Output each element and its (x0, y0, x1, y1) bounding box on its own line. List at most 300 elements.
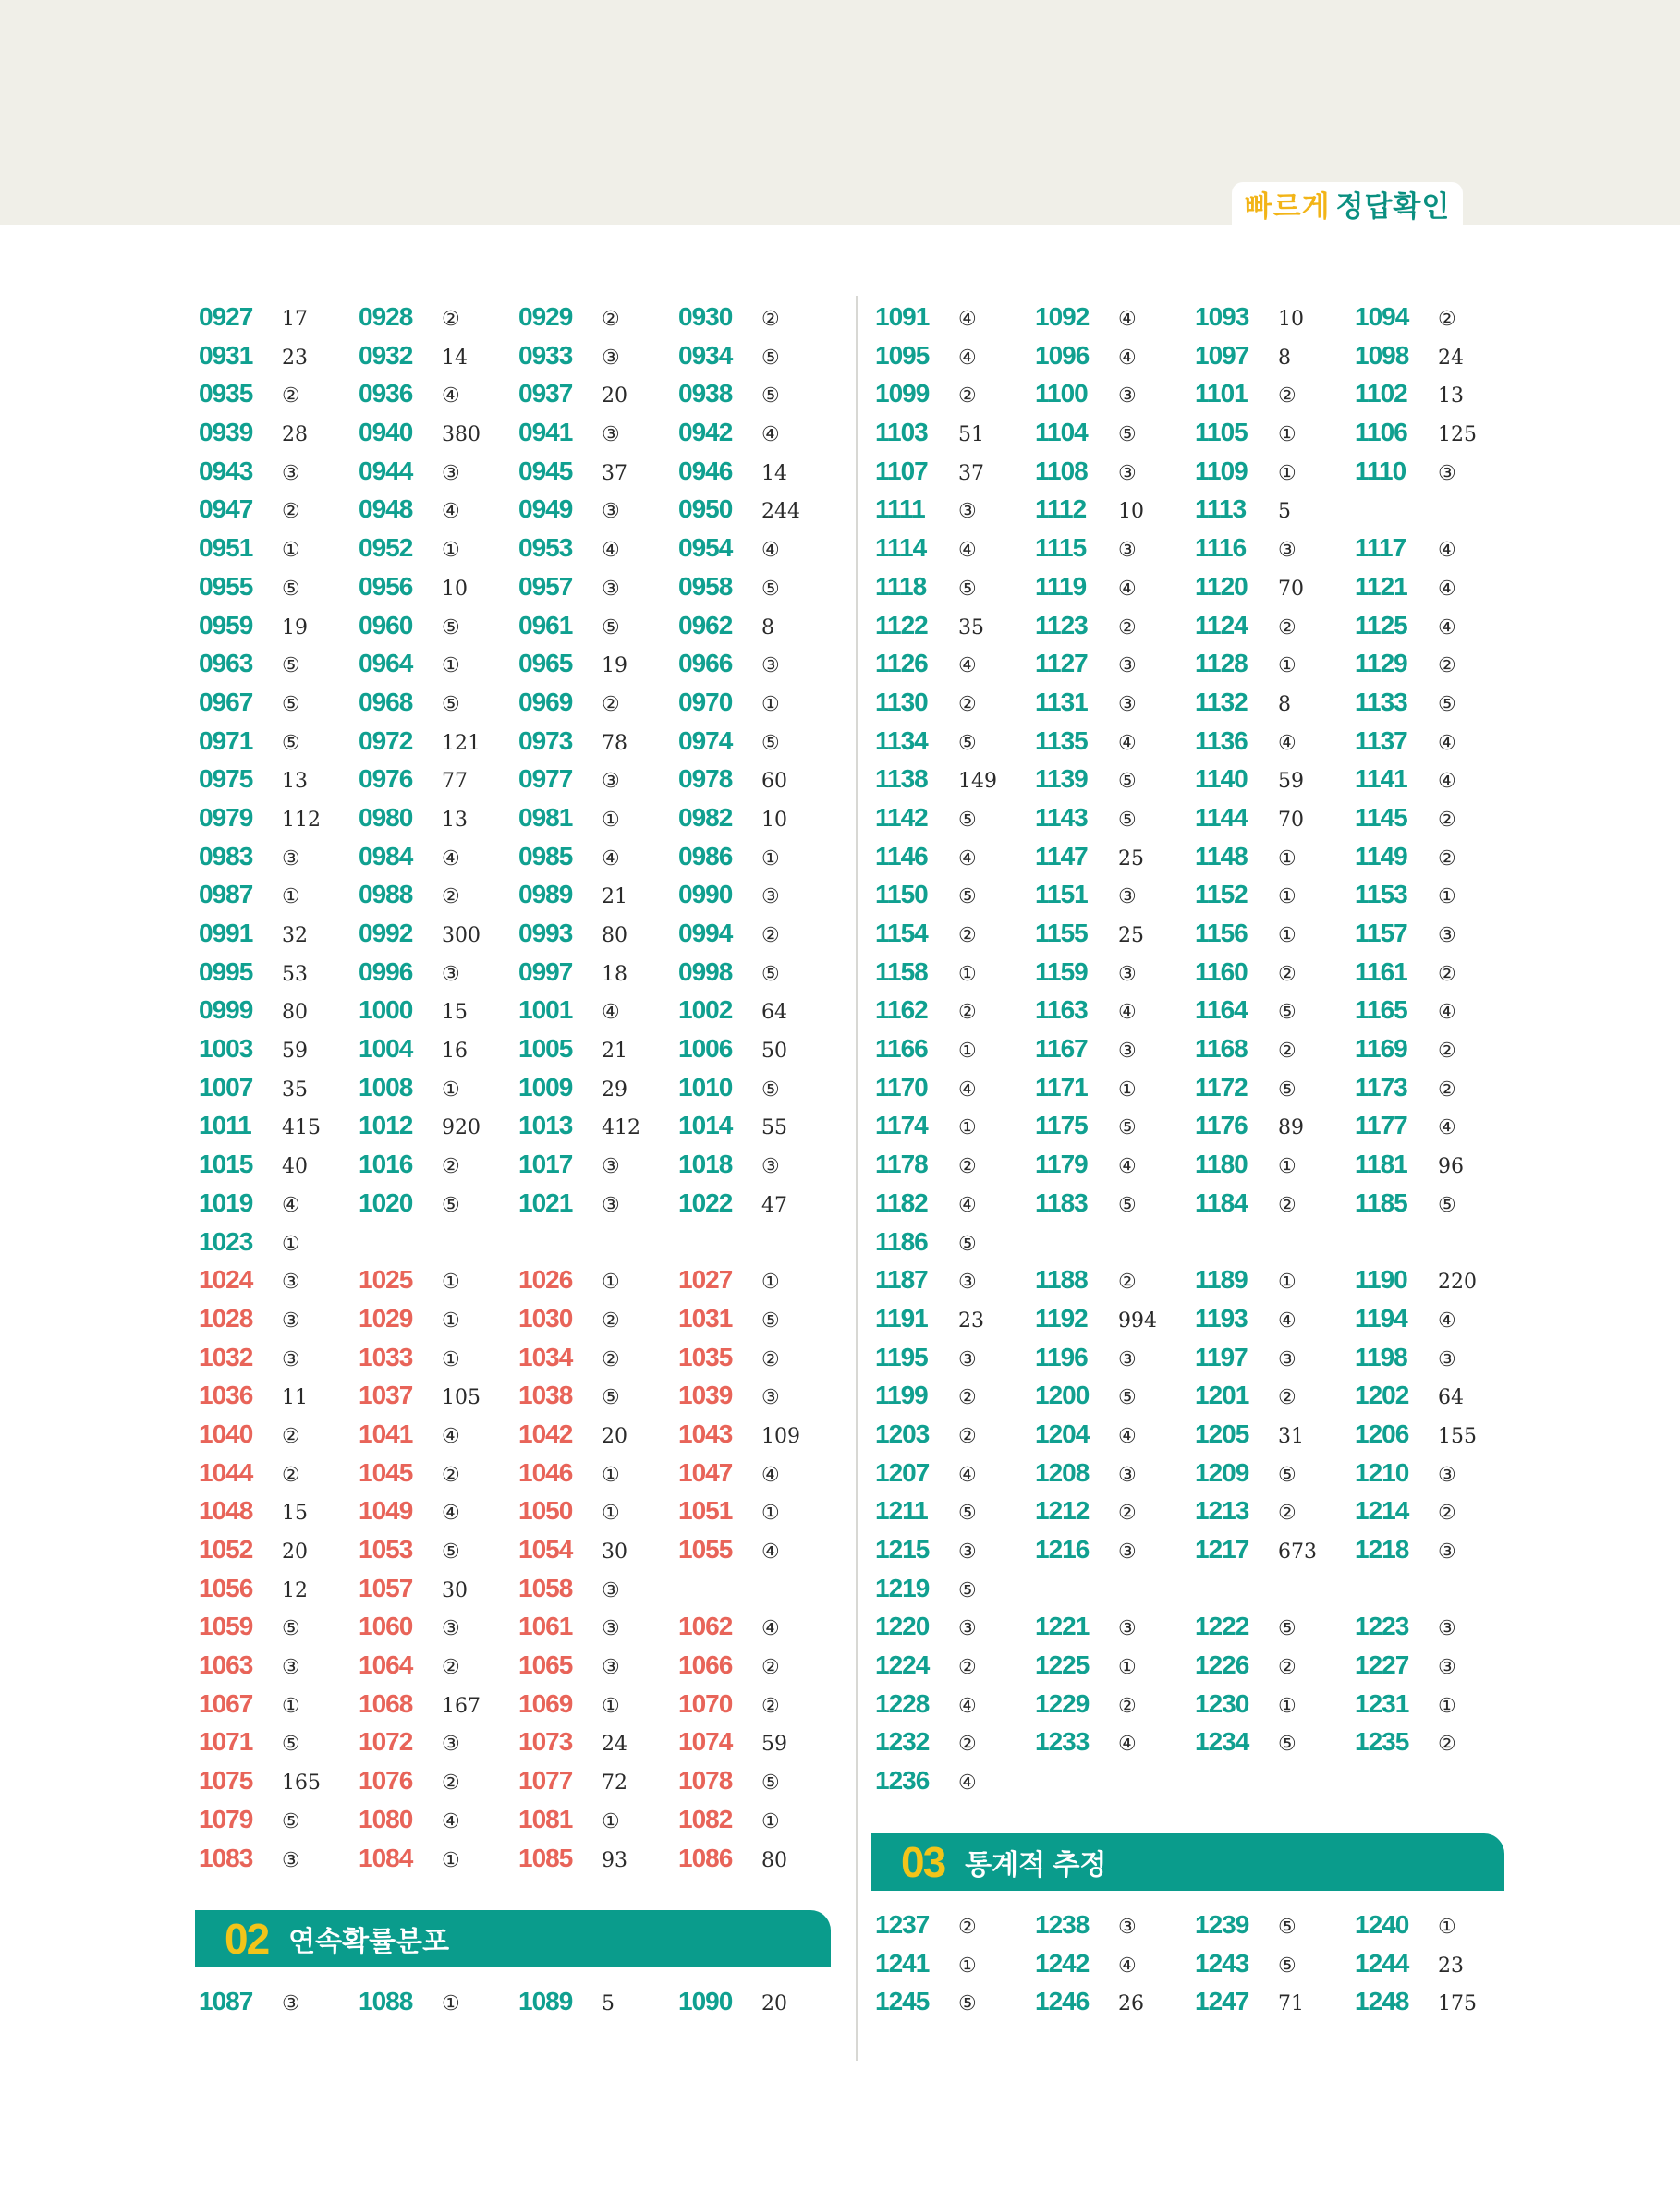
problem-number: 1086 (678, 1843, 733, 1872)
answer-pair (518, 953, 627, 992)
answer-pair (1195, 1260, 1297, 1299)
answer-value: ⑤ (282, 654, 300, 678)
answer-pair (359, 760, 468, 798)
problem-number: 1205 (1195, 1419, 1249, 1448)
answer-row (199, 722, 846, 761)
problem-number: 0945 (518, 456, 573, 485)
problem-number: 1072 (359, 1727, 413, 1757)
answer-value: ② (958, 924, 977, 947)
problem-number: 0968 (359, 687, 413, 716)
answer-value: ③ (602, 1193, 620, 1217)
answer-pair (1195, 1492, 1297, 1530)
answer-value: 17 (282, 308, 308, 331)
answer-row (875, 529, 1522, 567)
problem-number: 1088 (359, 1987, 413, 2016)
answer-pair (1355, 991, 1456, 1029)
answer-pair (678, 1646, 780, 1685)
problem-number: 1017 (518, 1150, 573, 1179)
answer-value: 31 (1278, 1424, 1304, 1448)
problem-number: 1196 (1035, 1342, 1088, 1371)
answer-pair (1355, 760, 1456, 798)
answer-pair (518, 606, 620, 645)
answer-pair (199, 798, 321, 837)
section-title: 연속확률분포 (288, 1927, 450, 1958)
answer-row (875, 1944, 1522, 1983)
problem-number: 0979 (199, 802, 253, 832)
answer-value: ① (1278, 1155, 1297, 1179)
answer-pair (875, 606, 984, 645)
answer-value: ② (1438, 654, 1456, 678)
answer-pair (359, 1260, 460, 1299)
answer-value: 121 (442, 731, 481, 755)
answer-pair (1035, 644, 1137, 683)
answer-value: ① (761, 1809, 780, 1833)
problem-number: 0935 (199, 379, 253, 408)
problem-number: 1166 (875, 1034, 928, 1064)
answer-value: 175 (1438, 1992, 1477, 2016)
problem-number: 1074 (678, 1727, 733, 1757)
problem-number: 0940 (359, 418, 413, 447)
answer-pair (359, 798, 468, 837)
answer-value: 155 (1438, 1424, 1477, 1448)
answer-value: ⑤ (761, 1078, 780, 1102)
answer-pair (199, 336, 308, 375)
answer-value: ⑤ (282, 692, 300, 716)
answer-value: ⑤ (1118, 1386, 1137, 1410)
answer-value: ③ (1118, 539, 1137, 563)
answer-pair (199, 644, 300, 683)
answer-value: ④ (761, 423, 780, 447)
problem-number: 0984 (359, 841, 413, 871)
answer-pair (1035, 1723, 1137, 1761)
problem-number: 1060 (359, 1612, 413, 1641)
answer-pair (1355, 606, 1456, 645)
answer-row (199, 1646, 846, 1685)
answer-value: 21 (602, 1040, 627, 1064)
problem-number: 1005 (518, 1034, 573, 1064)
answer-value: ⑤ (282, 1809, 300, 1833)
problem-number: 0967 (199, 687, 253, 716)
answer-pair (359, 336, 468, 375)
answer-value: ③ (761, 885, 780, 909)
answer-pair (1355, 1106, 1456, 1145)
answer-pair (875, 298, 977, 336)
problem-number: 1092 (1035, 302, 1090, 331)
answer-value: ④ (761, 1540, 780, 1564)
answer-value: ⑤ (1278, 1617, 1297, 1641)
problem-number: 0983 (199, 841, 253, 871)
answer-value: 105 (442, 1386, 481, 1410)
answer-pair (359, 1569, 468, 1608)
answer-pair (1035, 722, 1137, 761)
answer-value: ⑤ (602, 615, 620, 639)
answer-pair (1035, 1184, 1137, 1223)
answer-value: 96 (1438, 1155, 1464, 1179)
answer-pair (875, 336, 977, 375)
answer-pair (518, 722, 627, 761)
answer-value: ④ (602, 846, 620, 871)
answer-pair (518, 1338, 620, 1377)
answer-pair (359, 1106, 481, 1145)
problem-number: 1068 (359, 1688, 413, 1718)
problem-number: 1175 (1035, 1111, 1088, 1140)
problem-number: 1035 (678, 1342, 733, 1371)
answer-value: ③ (602, 1155, 620, 1179)
problem-number: 1164 (1195, 995, 1248, 1025)
header-fast-text: 빠르게 (1244, 189, 1331, 223)
answer-value: ④ (1438, 1001, 1456, 1025)
answer-value: ② (282, 500, 300, 524)
problem-number: 0990 (678, 880, 733, 909)
answer-pair (518, 567, 620, 606)
answer-pair (199, 1569, 308, 1608)
answer-pair (1035, 452, 1137, 491)
problem-number: 1031 (678, 1303, 733, 1333)
answer-pair (199, 529, 300, 567)
answer-pair (518, 1646, 620, 1685)
answer-group (199, 1982, 846, 2021)
answer-pair (875, 529, 977, 567)
answer-row (199, 1260, 846, 1299)
answer-value: ③ (282, 846, 300, 871)
answer-pair (1035, 798, 1137, 837)
problem-number: 1178 (875, 1150, 928, 1179)
answer-value: 16 (442, 1040, 468, 1064)
problem-number: 1208 (1035, 1457, 1090, 1487)
answer-pair (1195, 567, 1304, 606)
answer-pair (1195, 798, 1304, 837)
answer-row (875, 1982, 1522, 2021)
answer-value: ① (602, 1271, 620, 1295)
answer-value: ③ (1118, 692, 1137, 716)
answer-pair (1195, 1723, 1297, 1761)
answer-pair (678, 1607, 780, 1646)
answer-value: ② (1278, 615, 1297, 639)
problem-number: 1206 (1355, 1419, 1409, 1448)
problem-number: 1215 (875, 1535, 930, 1564)
answer-value: 40 (282, 1155, 308, 1179)
answer-pair (199, 1223, 300, 1261)
problem-number: 1217 (1195, 1535, 1249, 1564)
problem-number: 0989 (518, 880, 573, 909)
answer-pair (199, 1338, 300, 1377)
problem-number: 1010 (678, 1072, 733, 1102)
answer-pair (1355, 1184, 1456, 1223)
answer-value: ② (1118, 1271, 1137, 1295)
answer-value: ③ (1118, 1540, 1137, 1564)
answer-value: ⑤ (958, 885, 977, 909)
answer-value: ③ (1278, 539, 1297, 563)
problem-number: 1232 (875, 1727, 930, 1757)
answer-value: 53 (282, 962, 308, 986)
answer-value: ① (1278, 924, 1297, 947)
problem-number: 1198 (1355, 1342, 1407, 1371)
answer-row (875, 1184, 1522, 1223)
problem-number: 0950 (678, 494, 733, 524)
answer-row (875, 1492, 1522, 1530)
answer-pair (678, 798, 787, 837)
problem-number: 1061 (518, 1612, 573, 1641)
answer-value: ⑤ (442, 615, 460, 639)
problem-number: 1123 (1035, 610, 1088, 639)
answer-value: ④ (1118, 1001, 1137, 1025)
answer-pair (359, 1723, 460, 1761)
answer-value: ③ (1118, 384, 1137, 408)
answer-value: ⑤ (761, 384, 780, 408)
answer-value: 35 (958, 615, 984, 639)
problem-number: 1103 (875, 418, 928, 447)
answer-row (199, 1982, 846, 2021)
answer-value: ② (602, 308, 620, 331)
answer-value: ① (1278, 423, 1297, 447)
problem-number: 1142 (875, 802, 928, 832)
answer-row (199, 1106, 846, 1145)
answer-value: 5 (1278, 500, 1291, 524)
answer-value: ② (958, 692, 977, 716)
answer-value: ③ (442, 461, 460, 485)
answer-pair (1195, 953, 1297, 992)
answer-pair (1195, 490, 1291, 529)
answer-value: ④ (1118, 731, 1137, 755)
answer-value: 60 (761, 770, 787, 794)
answer-value: ② (958, 1424, 977, 1448)
answer-pair (1355, 1029, 1456, 1068)
problem-number: 0938 (678, 379, 733, 408)
answer-pair (1195, 1184, 1297, 1223)
answer-value: ① (282, 885, 300, 909)
answer-value: 19 (602, 654, 627, 678)
answer-value: ② (1438, 962, 1456, 986)
problem-number: 1214 (1355, 1496, 1409, 1526)
answer-value: ③ (1118, 962, 1137, 986)
problem-number: 0933 (518, 340, 573, 370)
answer-value: ③ (442, 1733, 460, 1757)
answer-pair (875, 1761, 977, 1800)
problem-number: 1021 (518, 1187, 573, 1217)
answer-value: 10 (1118, 500, 1144, 524)
problem-number: 1037 (359, 1381, 413, 1410)
answer-pair (199, 374, 300, 413)
answer-row (875, 1068, 1522, 1107)
answer-row (875, 837, 1522, 876)
problem-number: 1240 (1355, 1909, 1409, 1939)
problem-number: 1248 (1355, 1987, 1409, 2016)
answer-pair (1195, 1454, 1297, 1492)
problem-number: 1065 (518, 1650, 573, 1680)
problem-number: 1148 (1195, 841, 1248, 871)
answer-pair (875, 1492, 977, 1530)
problem-number: 0936 (359, 379, 413, 408)
answer-pair (678, 722, 780, 761)
answer-pair (678, 413, 780, 452)
answer-group (875, 298, 1522, 1800)
problem-number: 0928 (359, 302, 413, 331)
problem-number: 0996 (359, 956, 413, 986)
problem-number: 1032 (199, 1342, 253, 1371)
answer-value: ② (761, 1347, 780, 1371)
problem-number: 0964 (359, 649, 413, 678)
answer-pair (678, 1338, 780, 1377)
answer-pair (518, 644, 627, 683)
answer-pair (199, 875, 300, 914)
problem-number: 0934 (678, 340, 733, 370)
problem-number: 1195 (875, 1342, 928, 1371)
problem-number: 1117 (1355, 533, 1406, 563)
answer-value: 89 (1278, 1116, 1304, 1140)
answer-value: 14 (761, 461, 787, 485)
answer-group (199, 1260, 846, 1877)
problem-number: 0947 (199, 494, 253, 524)
answer-value: ④ (958, 1463, 977, 1487)
problem-number: 1080 (359, 1804, 413, 1833)
answer-pair (1355, 413, 1477, 452)
answer-value: 80 (761, 1848, 787, 1872)
answer-pair (518, 452, 627, 491)
answer-row (199, 760, 846, 798)
answer-row (199, 1145, 846, 1184)
problem-number: 1124 (1195, 610, 1248, 639)
answer-pair (359, 1761, 460, 1800)
answer-pair (678, 1530, 780, 1569)
problem-number: 1190 (1355, 1265, 1407, 1295)
answer-value: ① (1118, 1656, 1137, 1680)
problem-number: 1161 (1355, 956, 1407, 986)
answer-pair (518, 1106, 640, 1145)
problem-number: 0944 (359, 456, 413, 485)
problem-number: 1090 (678, 1987, 733, 2016)
answer-value: 80 (602, 924, 627, 947)
answer-pair (199, 1260, 300, 1299)
answer-pair (1195, 1299, 1297, 1338)
problem-number: 1070 (678, 1688, 733, 1718)
answer-value: ② (282, 1463, 300, 1487)
answer-value: ⑤ (761, 346, 780, 370)
answer-pair (1035, 1530, 1137, 1569)
answer-pair (678, 1106, 787, 1145)
problem-number: 1171 (1035, 1072, 1088, 1102)
problem-number: 1135 (1035, 725, 1088, 755)
problem-number: 1151 (1035, 880, 1088, 909)
answer-value: 47 (761, 1193, 787, 1217)
problem-number: 1047 (678, 1457, 733, 1487)
problem-number: 1134 (875, 725, 928, 755)
answer-value: 64 (1438, 1386, 1464, 1410)
answer-pair (199, 1530, 308, 1569)
problem-number: 1223 (1355, 1612, 1409, 1641)
problem-number: 0992 (359, 919, 413, 947)
answer-row (875, 1685, 1522, 1723)
problem-number: 0958 (678, 571, 733, 601)
answer-pair (1195, 1415, 1304, 1454)
answer-pair (875, 1106, 977, 1145)
problem-number: 0973 (518, 725, 573, 755)
problem-number: 1012 (359, 1111, 413, 1140)
answer-value: ③ (958, 1540, 977, 1564)
answer-pair (518, 1184, 620, 1223)
answer-row (875, 298, 1522, 336)
answer-pair (1195, 644, 1297, 683)
answer-pair (1355, 644, 1456, 683)
problem-number: 1043 (678, 1419, 733, 1448)
answer-pair (199, 490, 300, 529)
answer-pair (875, 1646, 977, 1685)
problem-number: 1160 (1195, 956, 1248, 986)
answer-pair (678, 1260, 780, 1299)
answer-pair (359, 413, 481, 452)
answer-pair (1355, 1982, 1477, 2021)
problem-number: 1119 (1035, 571, 1087, 601)
problem-number: 1241 (875, 1948, 930, 1978)
problem-number: 1132 (1195, 687, 1248, 716)
problem-number: 1006 (678, 1034, 733, 1064)
answer-pair (199, 683, 300, 722)
problem-number: 0943 (199, 456, 253, 485)
answer-value: ④ (958, 654, 977, 678)
answer-pair (199, 1761, 321, 1800)
answer-pair (1195, 1944, 1297, 1983)
answer-value: 11 (282, 1386, 308, 1410)
answer-row (875, 1106, 1522, 1145)
answer-pair (199, 914, 308, 953)
answer-pair (518, 1685, 620, 1723)
answer-pair (1195, 1685, 1297, 1723)
answer-value: ③ (1118, 1347, 1137, 1371)
answer-value: ③ (602, 423, 620, 447)
answer-pair (518, 760, 620, 798)
answer-pair (875, 1982, 977, 2021)
answer-pair (359, 1607, 460, 1646)
problem-number: 1225 (1035, 1650, 1090, 1680)
answer-pair (875, 1223, 977, 1261)
problem-number: 1082 (678, 1804, 733, 1833)
answer-value: 26 (1118, 1992, 1144, 2016)
problem-number: 1201 (1195, 1381, 1249, 1410)
answer-value: 25 (1118, 846, 1144, 871)
answer-row (875, 953, 1522, 992)
answer-row (875, 1607, 1522, 1646)
answer-pair (875, 914, 977, 953)
answer-pair (199, 837, 300, 876)
answer-pair (678, 1761, 780, 1800)
answer-pair (875, 1685, 977, 1723)
answer-row (199, 1223, 846, 1261)
problem-number: 1138 (875, 764, 928, 794)
problem-number: 1158 (875, 956, 928, 986)
answer-value: 15 (442, 1001, 468, 1025)
answer-value: ① (1278, 885, 1297, 909)
problem-number: 1153 (1355, 880, 1407, 909)
answer-value: 24 (1438, 346, 1464, 370)
answer-pair (1355, 1646, 1456, 1685)
problem-number: 1238 (1035, 1909, 1090, 1939)
answer-value: ④ (958, 308, 977, 331)
answer-row (875, 683, 1522, 722)
problem-number: 1027 (678, 1265, 733, 1295)
answer-value: 23 (1438, 1954, 1464, 1978)
answer-value: ② (442, 1463, 460, 1487)
answer-pair (875, 875, 977, 914)
problem-number: 0960 (359, 610, 413, 639)
answer-value: ⑤ (282, 1733, 300, 1757)
answer-pair (875, 1260, 977, 1299)
problem-number: 1029 (359, 1303, 413, 1333)
problem-number: 0986 (678, 841, 733, 871)
answer-value: ③ (1438, 1656, 1456, 1680)
answer-pair (359, 490, 460, 529)
answer-value: ⑤ (958, 1992, 977, 2016)
answer-row (875, 1761, 1522, 1800)
answer-value: 93 (602, 1848, 627, 1872)
